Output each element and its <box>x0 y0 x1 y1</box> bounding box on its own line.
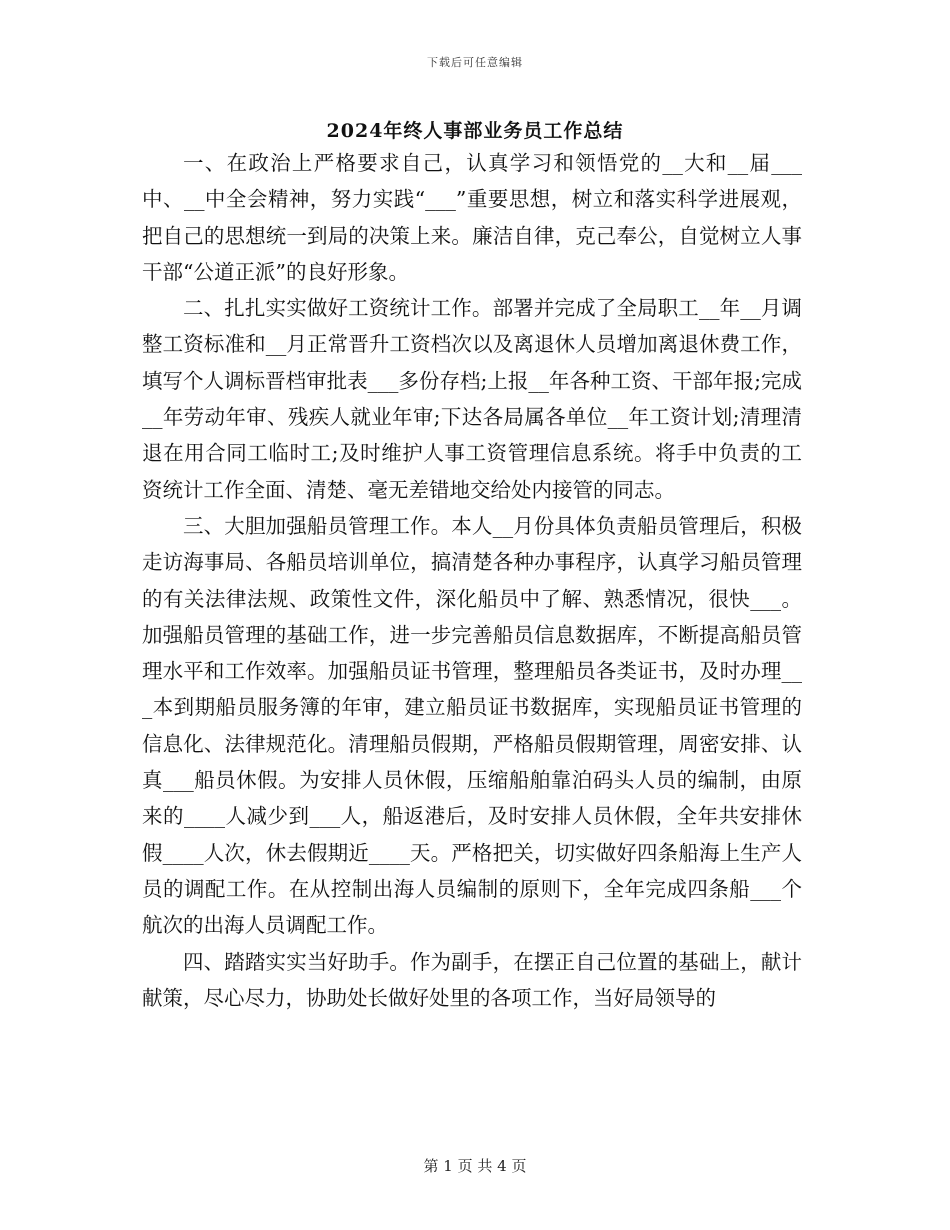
paragraph-3: 三、大胆加强船员管理工作。本人__月份具体负责船员管理后，积极走访海事局、各船员培训单位，搞清楚各种办事程序，认真学习船员管理的有关法律法规、政策性文件，深化船员中了解、熟悉情况，很快___。加强船员管理的基础工作，进一步完善船员信息数据库，不断提高船员管理水平和工作效率。加强船员证书管理，整理船员各类证书，及时办理___本到期船员服务簿的年审，建立船员证书数据库，实现船员证书管理的信息化、法律规范化。清理船员假期，严格船员假期管理，周密安排、认真___船员休假。为安排人员休假，压缩船舶靠泊码头人员的编制，由原来的____人减少到___人，船返港后，及时安排人员休假，全年共安排休假____人次，休去假期近____天。严格把关，切实做好四条船海上生产人员的调配工作。在从控制出海人员编制的原则下，全年完成四条船___个航次的出海人员调配工作。 <box>142 513 802 938</box>
paragraph-1: 一、在政治上严格要求自己，认真学习和领悟党的__大和__届___中、__中全会精神，努力实践“___”重要思想，树立和落实科学进展观，把自己的思想统一到局的决策上来。廉洁自律，克己奉公，自觉树立人事干部“公道正派”的良好形象。 <box>142 151 802 284</box>
header-note: 下载后可任意编辑 <box>427 56 523 69</box>
paragraph-4: 四、踏踏实实当好助手。作为副手，在摆正自己位置的基础上，献计献策，尽心尽力，协助处长做好处里的各项工作，当好局领导的 <box>142 949 802 1010</box>
document-title: 2024年终人事部业务员工作总结 <box>326 120 624 142</box>
page-indicator: 第 1 页 共 4 页 <box>423 1157 527 1175</box>
document-body <box>142 145 802 1016</box>
paragraph-2: 二、扎扎实实做好工资统计工作。部署并完成了全局职工__年__月调整工资标准和__月正常晋升工资档次以及离退休人员增加离退休费工作，填写个人调标晋档审批表___多份存档;上报__年各种工资、干部年报;完成__年劳动年审、残疾人就业年审;下达各局属各单位__年工资计划;清理清退在用合同工临时工;及时维护人事工资管理信息系统。将手中负责的工资统计工作全面、清楚、毫无差错地交给处内接管的同志。 <box>142 296 802 502</box>
